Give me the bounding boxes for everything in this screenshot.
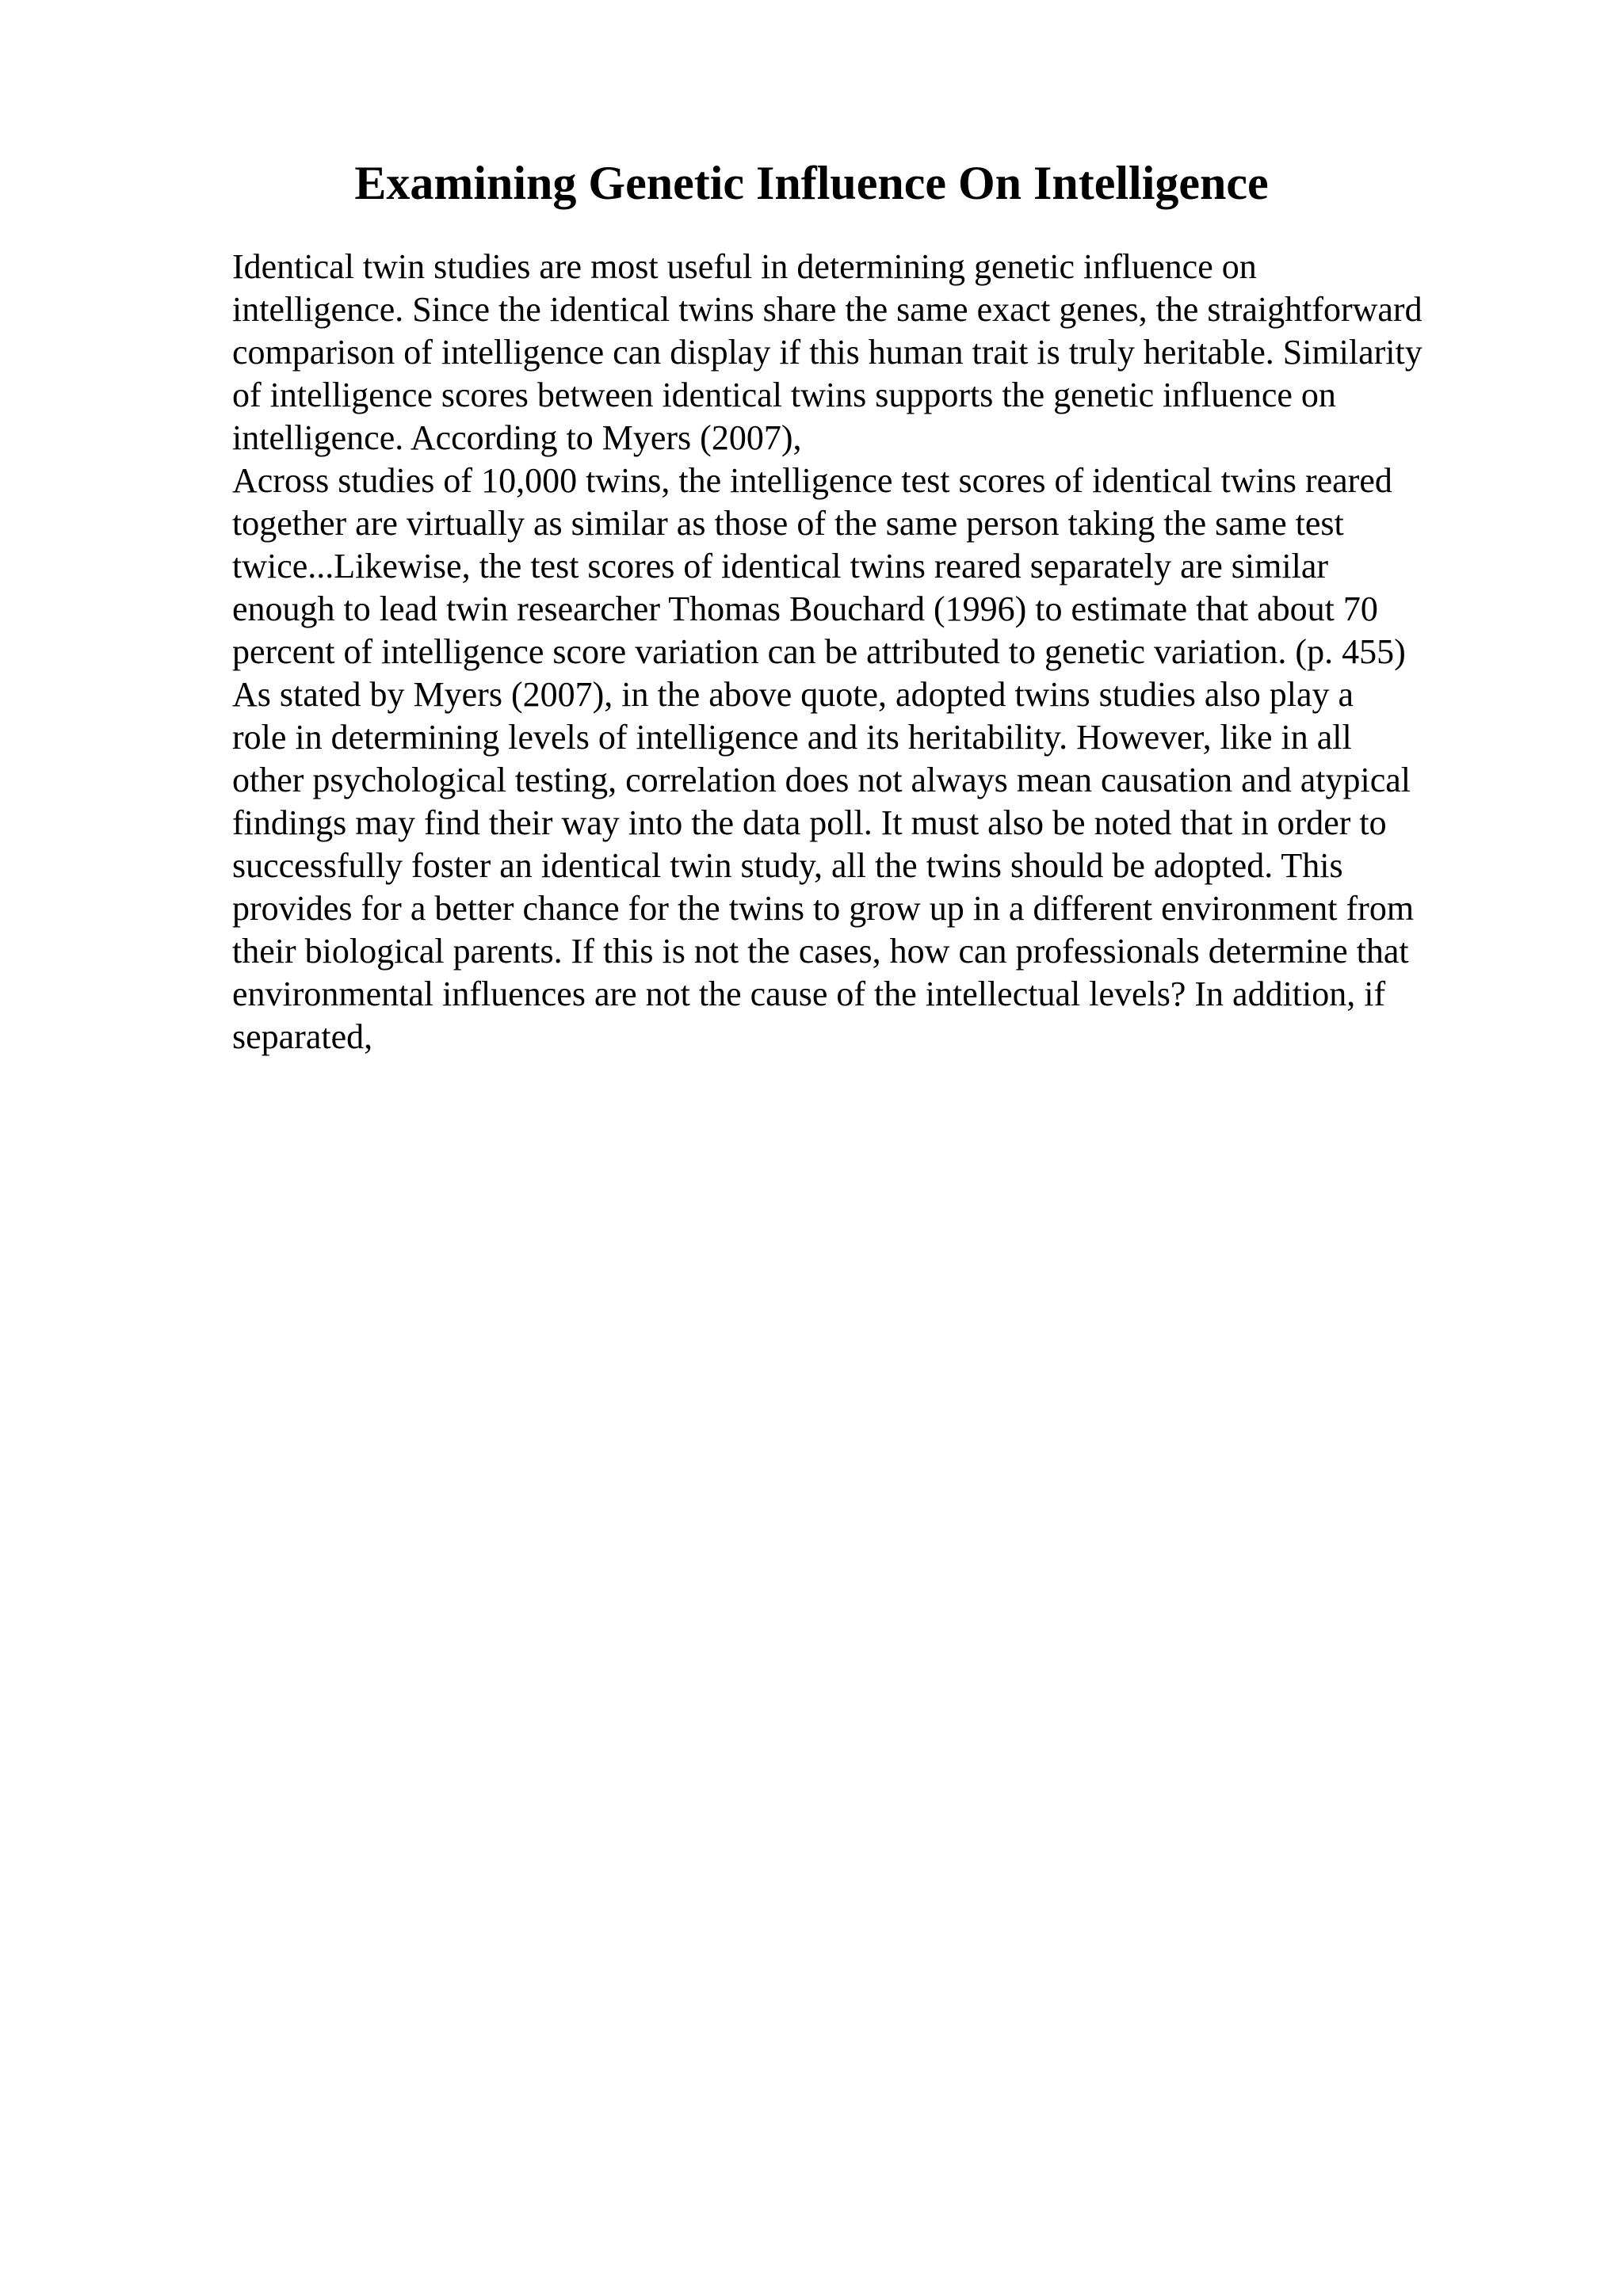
body-line: comparison of intelligence can display if this human trait is truly heritable. Similarity (232, 333, 1423, 372)
document-body (232, 246, 1516, 1058)
body-line: provides for a better chance for the twins to grow up in a different environment from (232, 889, 1415, 928)
body-line: Identical twin studies are most useful in determining genetic influence on (232, 247, 1257, 286)
body-line: intelligence. According to Myers (2007), (232, 418, 802, 457)
body-line: intelligence. Since the identical twins share the same exact genes, the straightforward (232, 290, 1423, 329)
body-line: environmental influences are not the cause of the intellectual levels? In addition, if (232, 974, 1386, 1013)
quote-line: twice...Likewise, the test scores of identical twins reared separately are similar (232, 547, 1329, 585)
quote-line: together are virtually as similar as those of the same person taking the same test (232, 504, 1344, 543)
body-line: other psychological testing, correlation does not always mean causation and atypical (232, 761, 1411, 799)
quote-line: enough to lead twin researcher Thomas Bouchard (1996) to estimate that about 70 (232, 589, 1378, 628)
body-line: their biological parents. If this is not the cases, how can professionals determine that (232, 932, 1409, 971)
body-line: findings may find their way into the data poll. It must also be noted that in order to (232, 803, 1387, 842)
body-line: of intelligence scores between identical twins supports the genetic influence on (232, 376, 1336, 414)
quote-line: Across studies of 10,000 twins, the intelligence test scores of identical twins reared (232, 461, 1392, 500)
body-line: separated, (232, 1017, 373, 1056)
body-line: role in determining levels of intelligence and its heritability. However, like in all (232, 718, 1352, 757)
document-title: Examining Genetic Influence On Intelligence (354, 157, 1269, 209)
body-line: As stated by Myers (2007), in the above quote, adopted twins studies also play a (232, 675, 1354, 714)
body-line: successfully foster an identical twin study, all the twins should be adopted. This (232, 846, 1343, 885)
quote-line: percent of intelligence score variation can be attributed to genetic variation. (p. 455) (232, 632, 1406, 671)
